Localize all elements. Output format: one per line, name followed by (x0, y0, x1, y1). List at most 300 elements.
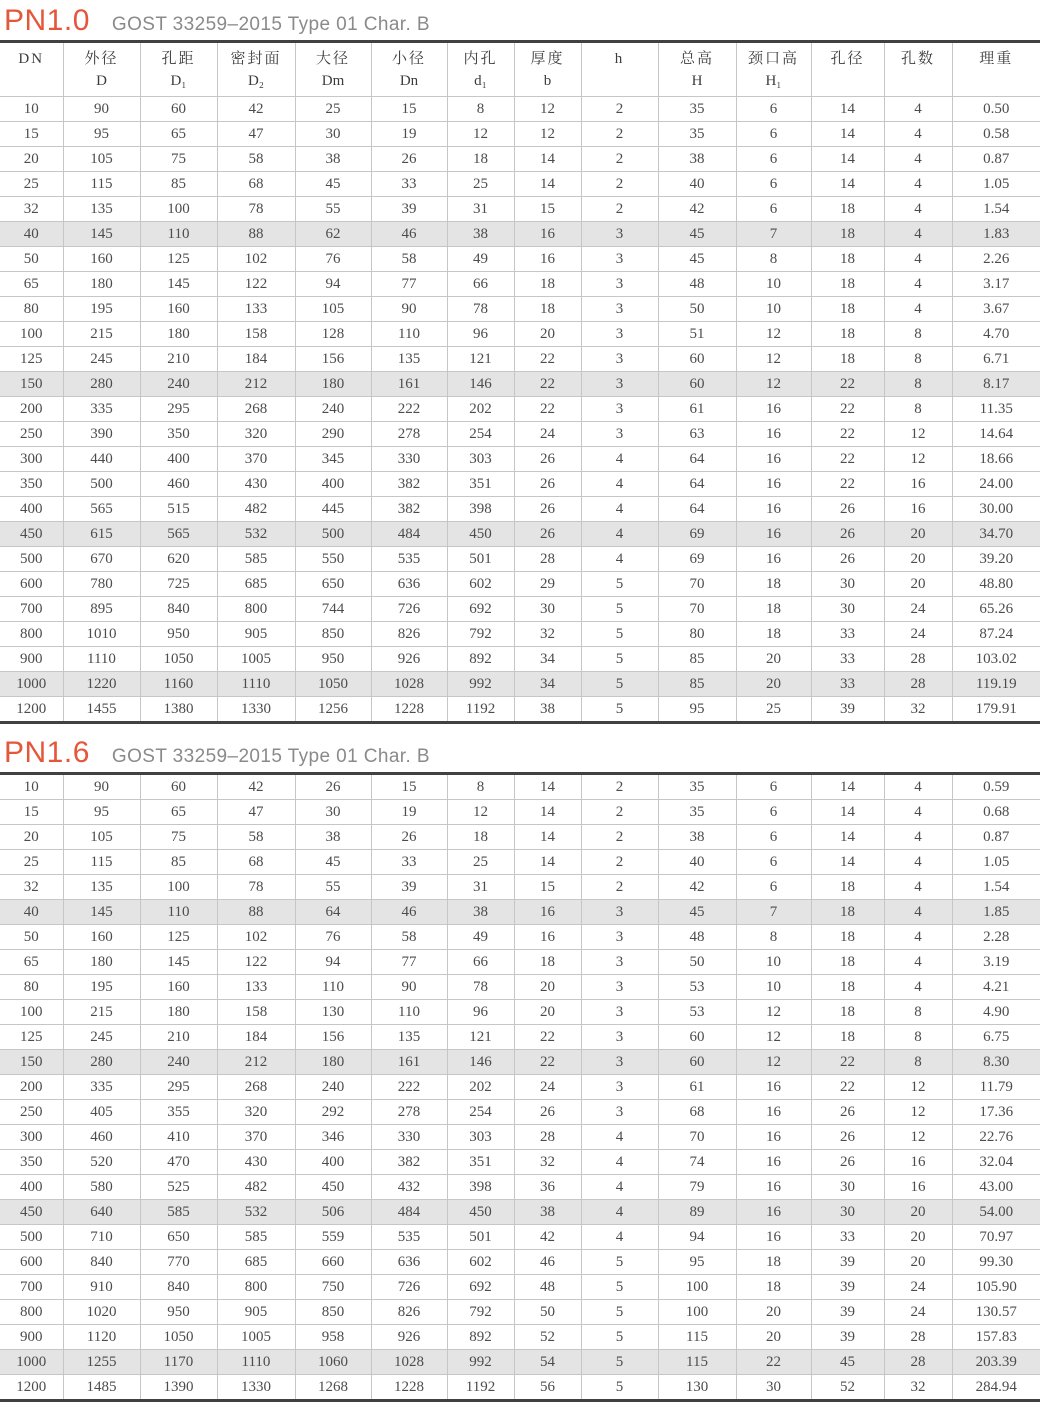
table-cell: 88 (217, 900, 295, 925)
table-cell: 133 (217, 297, 295, 322)
table-cell: 18 (811, 975, 884, 1000)
table-cell: 200 (0, 1075, 63, 1100)
table-cell: 1050 (140, 647, 217, 672)
table-cell: 43.00 (952, 1175, 1040, 1200)
table-cell: 74 (658, 1150, 736, 1175)
table-cell: 5 (581, 572, 658, 597)
table-cell: 10 (736, 272, 811, 297)
table-cell: 58 (217, 825, 295, 850)
table-cell: 42 (217, 97, 295, 122)
table-cell: 580 (63, 1175, 140, 1200)
table-cell: 398 (447, 1175, 514, 1200)
table-cell: 1.05 (952, 850, 1040, 875)
table-cell: 11.35 (952, 397, 1040, 422)
table-cell: 68 (217, 850, 295, 875)
table-cell: 1390 (140, 1375, 217, 1401)
table-cell: 4 (581, 497, 658, 522)
table-cell: 202 (447, 1075, 514, 1100)
table-cell: 18 (736, 1275, 811, 1300)
table-cell: 3 (581, 1000, 658, 1025)
column-header: 理重 (952, 42, 1040, 97)
table-cell: 2.26 (952, 247, 1040, 272)
table-cell: 926 (371, 647, 447, 672)
table-cell: 17.36 (952, 1100, 1040, 1125)
table-cell: 5 (581, 697, 658, 723)
table-cell: 600 (0, 572, 63, 597)
table-cell: 210 (140, 1025, 217, 1050)
table-cell: 47 (217, 122, 295, 147)
table-cell: 4 (581, 472, 658, 497)
table-cell: 585 (217, 1225, 295, 1250)
table-cell: 8 (884, 372, 952, 397)
table-cell: 1000 (0, 1350, 63, 1375)
table-cell: 3 (581, 1075, 658, 1100)
table-cell: 10 (0, 774, 63, 800)
table-cell: 4 (884, 900, 952, 925)
table-cell: 160 (63, 247, 140, 272)
table-cell: 24.00 (952, 472, 1040, 497)
table-cell: 532 (217, 522, 295, 547)
table-cell: 0.87 (952, 825, 1040, 850)
table-cell: 40 (658, 172, 736, 197)
table-cell: 3 (581, 322, 658, 347)
table-cell: 16 (736, 547, 811, 572)
table-cell: 25 (447, 172, 514, 197)
table-cell: 5 (581, 1250, 658, 1275)
table-cell: 615 (63, 522, 140, 547)
table-cell: 992 (447, 672, 514, 697)
table-cell: 501 (447, 547, 514, 572)
table-cell: 4 (581, 1225, 658, 1250)
table-cell: 4 (884, 222, 952, 247)
table-cell: 50 (0, 247, 63, 272)
table-cell: 892 (447, 647, 514, 672)
table-cell: 254 (447, 1100, 514, 1125)
table-cell: 22.76 (952, 1125, 1040, 1150)
table-cell: 22 (514, 397, 581, 422)
table-cell: 3 (581, 900, 658, 925)
table-cell: 26 (295, 774, 371, 800)
table-cell: 34 (514, 647, 581, 672)
table-cell: 180 (63, 272, 140, 297)
table-cell: 4 (581, 1175, 658, 1200)
table-cell: 3 (581, 272, 658, 297)
table-body (0, 97, 1040, 723)
table-cell: 100 (140, 875, 217, 900)
table-row (0, 697, 1040, 723)
table-cell: 12 (884, 1100, 952, 1125)
table-cell: 58 (371, 925, 447, 950)
table-cell: 62 (295, 222, 371, 247)
table-cell: 14 (811, 800, 884, 825)
table-cell: 135 (371, 347, 447, 372)
table-cell: 61 (658, 397, 736, 422)
table-row (0, 497, 1040, 522)
table-cell: 600 (0, 1250, 63, 1275)
table-row (0, 850, 1040, 875)
table-cell: 28 (884, 647, 952, 672)
table-cell: 53 (658, 975, 736, 1000)
table-cell: 94 (658, 1225, 736, 1250)
table-cell: 3 (581, 222, 658, 247)
section-header-pn16 (0, 732, 1040, 772)
table-cell: 25 (447, 850, 514, 875)
table-cell: 78 (217, 875, 295, 900)
table-cell: 5 (581, 1375, 658, 1401)
table-cell: 145 (140, 950, 217, 975)
table-cell: 6.75 (952, 1025, 1040, 1050)
table-cell: 500 (295, 522, 371, 547)
table-row (0, 1325, 1040, 1350)
table-cell: 4 (884, 172, 952, 197)
table-cell: 76 (295, 247, 371, 272)
table-cell: 38 (514, 1200, 581, 1225)
table-cell: 45 (658, 222, 736, 247)
table-cell: 35 (658, 122, 736, 147)
table-cell: 565 (63, 497, 140, 522)
table-cell: 102 (217, 247, 295, 272)
table-cell: 0.87 (952, 147, 1040, 172)
table-cell: 26 (371, 825, 447, 850)
table-cell: 89 (658, 1200, 736, 1225)
table-cell: 0.50 (952, 97, 1040, 122)
table-cell: 602 (447, 1250, 514, 1275)
table-cell: 195 (63, 975, 140, 1000)
table-cell: 60 (140, 774, 217, 800)
table-row (0, 1275, 1040, 1300)
table-cell: 515 (140, 497, 217, 522)
table-row (0, 197, 1040, 222)
table-cell: 145 (140, 272, 217, 297)
table-cell: 24 (884, 1300, 952, 1325)
table-cell: 240 (140, 1050, 217, 1075)
pressure-class-title: PN1.6 (4, 736, 90, 769)
table-cell: 22 (514, 1050, 581, 1075)
table-cell: 450 (447, 522, 514, 547)
table-cell: 4.90 (952, 1000, 1040, 1025)
table-cell: 1020 (63, 1300, 140, 1325)
table-cell: 400 (140, 447, 217, 472)
table-cell: 30 (295, 122, 371, 147)
table-cell: 16 (736, 447, 811, 472)
table-cell: 4 (884, 122, 952, 147)
table-cell: 25 (736, 697, 811, 723)
table-cell: 18 (811, 222, 884, 247)
table-cell: 26 (371, 147, 447, 172)
table-cell: 99.30 (952, 1250, 1040, 1275)
table-cell: 2 (581, 197, 658, 222)
table-cell: 26 (811, 497, 884, 522)
table-cell: 12 (736, 372, 811, 397)
table-cell: 1228 (371, 1375, 447, 1401)
table-cell: 66 (447, 272, 514, 297)
table-cell: 18 (736, 622, 811, 647)
table-cell: 30 (736, 1375, 811, 1401)
section-header-pn10 (0, 0, 1040, 40)
table-cell: 335 (63, 1075, 140, 1100)
table-cell: 700 (0, 597, 63, 622)
table-cell: 3 (581, 1050, 658, 1075)
table-cell: 484 (371, 1200, 447, 1225)
table-cell: 78 (447, 297, 514, 322)
table-cell: 28 (514, 547, 581, 572)
table-cell: 121 (447, 347, 514, 372)
table-row (0, 522, 1040, 547)
table-cell: 400 (295, 1150, 371, 1175)
table-cell: 20 (884, 547, 952, 572)
table-cell: 18 (811, 950, 884, 975)
table-cell: 16 (736, 472, 811, 497)
table-cell: 280 (63, 1050, 140, 1075)
table-cell: 22 (514, 347, 581, 372)
table-cell: 8 (884, 397, 952, 422)
table-cell: 1005 (217, 1325, 295, 1350)
table-cell: 102 (217, 925, 295, 950)
table-cell: 34.70 (952, 522, 1040, 547)
table-cell: 1060 (295, 1350, 371, 1375)
table-cell: 4 (884, 774, 952, 800)
table-cell: 12 (447, 800, 514, 825)
table-cell: 240 (295, 397, 371, 422)
column-header: DN (0, 42, 63, 97)
table-cell: 22 (811, 472, 884, 497)
table-cell: 320 (217, 422, 295, 447)
table-cell: 18.66 (952, 447, 1040, 472)
table-cell: 725 (140, 572, 217, 597)
table-cell: 1160 (140, 672, 217, 697)
table-cell: 3.67 (952, 297, 1040, 322)
table-cell: 303 (447, 447, 514, 472)
column-header: 密封面 D₂ (217, 42, 295, 97)
table-cell: 60 (140, 97, 217, 122)
table-cell: 32 (514, 1150, 581, 1175)
table-cell: 800 (217, 597, 295, 622)
table-cell: 8 (736, 247, 811, 272)
table-cell: 48 (514, 1275, 581, 1300)
table-row (0, 1350, 1040, 1375)
table-cell: 24 (884, 622, 952, 647)
table-cell: 48.80 (952, 572, 1040, 597)
table-row (0, 272, 1040, 297)
table-cell: 103.02 (952, 647, 1040, 672)
table-cell: 15 (514, 197, 581, 222)
table-cell: 48 (658, 925, 736, 950)
table-cell: 1330 (217, 697, 295, 723)
table-cell: 66 (447, 950, 514, 975)
table-cell: 840 (140, 597, 217, 622)
table-cell: 22 (514, 1025, 581, 1050)
table-cell: 240 (295, 1075, 371, 1100)
table-cell: 64 (295, 900, 371, 925)
table-cell: 20 (736, 1300, 811, 1325)
table-cell: 110 (140, 900, 217, 925)
table-cell: 18 (447, 825, 514, 850)
table-cell: 26 (811, 1125, 884, 1150)
table-cell: 52 (514, 1325, 581, 1350)
table-cell: 320 (217, 1100, 295, 1125)
table-row (0, 422, 1040, 447)
table-cell: 60 (658, 347, 736, 372)
table-cell: 335 (63, 397, 140, 422)
table-cell: 1110 (63, 647, 140, 672)
table-cell: 346 (295, 1125, 371, 1150)
table-cell: 75 (140, 147, 217, 172)
table-cell: 7 (736, 222, 811, 247)
table-cell: 70 (658, 597, 736, 622)
table-cell: 532 (217, 1200, 295, 1225)
table-cell: 14 (811, 172, 884, 197)
table-cell: 39 (811, 1325, 884, 1350)
column-header: 厚度 b (514, 42, 581, 97)
table-cell: 400 (0, 1175, 63, 1200)
table-cell: 250 (0, 1100, 63, 1125)
table-cell: 20 (736, 672, 811, 697)
table-row (0, 122, 1040, 147)
table-cell: 33 (371, 850, 447, 875)
table-cell: 14 (514, 800, 581, 825)
table-cell: 432 (371, 1175, 447, 1200)
table-cell: 20 (514, 975, 581, 1000)
table-cell: 115 (63, 850, 140, 875)
table-cell: 4.70 (952, 322, 1040, 347)
table-cell: 39 (811, 1300, 884, 1325)
table-cell: 390 (63, 422, 140, 447)
table-cell: 39.20 (952, 547, 1040, 572)
table-cell: 90 (63, 774, 140, 800)
table-cell: 60 (658, 1025, 736, 1050)
table-cell: 16 (736, 1225, 811, 1250)
table-row (0, 1175, 1040, 1200)
table-cell: 14 (514, 850, 581, 875)
table-cell: 770 (140, 1250, 217, 1275)
table-cell: 4 (884, 147, 952, 172)
table-cell: 157.83 (952, 1325, 1040, 1350)
table-row (0, 1025, 1040, 1050)
table-cell: 40 (0, 900, 63, 925)
table-cell: 1200 (0, 697, 63, 723)
table-cell: 68 (658, 1100, 736, 1125)
table-cell: 8 (447, 97, 514, 122)
table-cell: 160 (140, 975, 217, 1000)
table-cell: 85 (140, 850, 217, 875)
table-cell: 350 (0, 472, 63, 497)
table-cell: 19 (371, 122, 447, 147)
table-cell: 212 (217, 372, 295, 397)
table-cell: 14 (811, 850, 884, 875)
table-cell: 6 (736, 122, 811, 147)
table-cell: 69 (658, 522, 736, 547)
table-cell: 10 (736, 975, 811, 1000)
table-cell: 300 (0, 1125, 63, 1150)
table-cell: 80 (0, 297, 63, 322)
table-cell: 80 (0, 975, 63, 1000)
table-row (0, 1250, 1040, 1275)
table-row (0, 322, 1040, 347)
table-cell: 55 (295, 197, 371, 222)
table-cell: 1255 (63, 1350, 140, 1375)
table-cell: 22 (811, 397, 884, 422)
table-row (0, 925, 1040, 950)
table-cell: 10 (736, 950, 811, 975)
table-cell: 1120 (63, 1325, 140, 1350)
table-cell: 20 (514, 322, 581, 347)
table-row (0, 1050, 1040, 1075)
table-cell: 650 (295, 572, 371, 597)
table-cell: 42 (514, 1225, 581, 1250)
table-cell: 430 (217, 1150, 295, 1175)
flange-dimensions-table-pn16 (0, 772, 1040, 1402)
table-cell: 52 (811, 1375, 884, 1401)
table-cell: 76 (295, 925, 371, 950)
table-cell: 350 (140, 422, 217, 447)
table-cell: 26 (514, 447, 581, 472)
table-cell: 210 (140, 347, 217, 372)
table-cell: 295 (140, 397, 217, 422)
table-row (0, 800, 1040, 825)
table-cell: 65 (0, 272, 63, 297)
table-cell: 4 (581, 547, 658, 572)
table-cell: 330 (371, 1125, 447, 1150)
table-cell: 5 (581, 622, 658, 647)
table-cell: 405 (63, 1100, 140, 1125)
table-row (0, 1300, 1040, 1325)
table-cell: 16 (884, 1175, 952, 1200)
table-cell: 670 (63, 547, 140, 572)
table-cell: 303 (447, 1125, 514, 1150)
table-cell: 75 (140, 825, 217, 850)
table-cell: 20 (884, 1200, 952, 1225)
table-cell: 105 (63, 825, 140, 850)
table-cell: 4 (884, 975, 952, 1000)
table-cell: 26 (514, 472, 581, 497)
table-cell: 12 (736, 1050, 811, 1075)
table-cell: 4 (581, 447, 658, 472)
table-cell: 38 (295, 825, 371, 850)
table-cell: 1.85 (952, 900, 1040, 925)
table-cell: 53 (658, 1000, 736, 1025)
table-cell: 620 (140, 547, 217, 572)
table-cell: 31 (447, 197, 514, 222)
table-cell: 50 (658, 297, 736, 322)
table-cell: 1228 (371, 697, 447, 723)
table-cell: 330 (371, 447, 447, 472)
table-cell: 100 (658, 1275, 736, 1300)
table-cell: 744 (295, 597, 371, 622)
table-cell: 29 (514, 572, 581, 597)
table-cell: 950 (140, 1300, 217, 1325)
table-cell: 16 (736, 397, 811, 422)
table-cell: 5 (581, 672, 658, 697)
table-cell: 35 (658, 97, 736, 122)
table-cell: 24 (514, 422, 581, 447)
table-cell: 100 (658, 1300, 736, 1325)
table-cell: 24 (884, 597, 952, 622)
table-cell: 222 (371, 397, 447, 422)
table-cell: 0.68 (952, 800, 1040, 825)
table-cell: 94 (295, 272, 371, 297)
table-cell: 800 (217, 1275, 295, 1300)
table-cell: 14 (811, 774, 884, 800)
table-cell: 8 (884, 1025, 952, 1050)
table-cell: 350 (0, 1150, 63, 1175)
table-cell: 12 (447, 122, 514, 147)
table-cell: 16 (884, 472, 952, 497)
table-cell: 4 (884, 925, 952, 950)
table-cell: 1485 (63, 1375, 140, 1401)
table-row (0, 975, 1040, 1000)
table-row (0, 1225, 1040, 1250)
table-cell: 180 (295, 372, 371, 397)
